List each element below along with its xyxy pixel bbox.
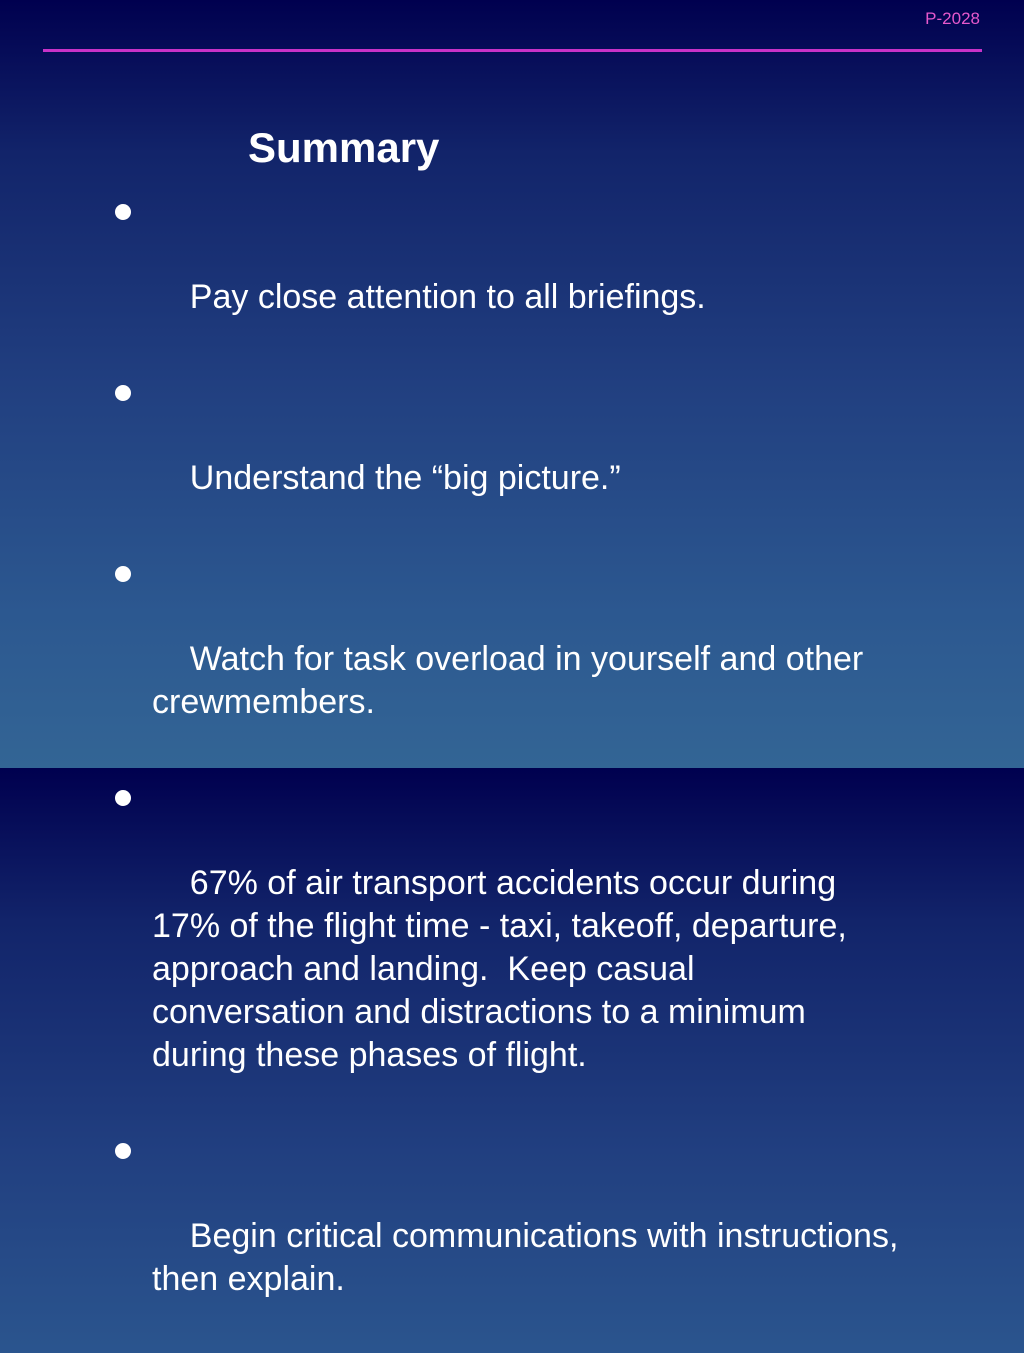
bullet-item bbox=[112, 776, 1002, 1120]
bullet-icon bbox=[115, 1143, 131, 1159]
bullet-text: Understand the “big picture.” bbox=[189, 459, 621, 497]
bullet-list bbox=[112, 190, 1002, 1353]
bullet-icon bbox=[115, 385, 131, 401]
bullet-icon bbox=[115, 566, 131, 582]
slide-number: P-2028 bbox=[925, 9, 980, 28]
slide-title: Summary bbox=[248, 124, 440, 171]
bullet-item bbox=[112, 371, 1002, 543]
header-rule bbox=[43, 49, 982, 52]
bullet-text: Watch for task overload in yourself and other crewmembers. bbox=[152, 640, 864, 721]
bullet-text: Pay close attention to all briefings. bbox=[189, 278, 706, 316]
bullet-item bbox=[112, 190, 1002, 362]
bullet-item bbox=[112, 552, 1002, 767]
bullet-icon bbox=[115, 790, 131, 806]
bullet-text: 67% of air transport accidents occur during 17% of the flight time - taxi, takeoff, departure, approach and landing. Keep casual conversation and distractions to a minimum during these phases of flight. bbox=[152, 864, 847, 1074]
bullet-text: Begin critical communications with instructions, then explain. bbox=[152, 1217, 899, 1298]
bullet-item bbox=[112, 1129, 1002, 1344]
bullet-icon bbox=[115, 204, 131, 220]
